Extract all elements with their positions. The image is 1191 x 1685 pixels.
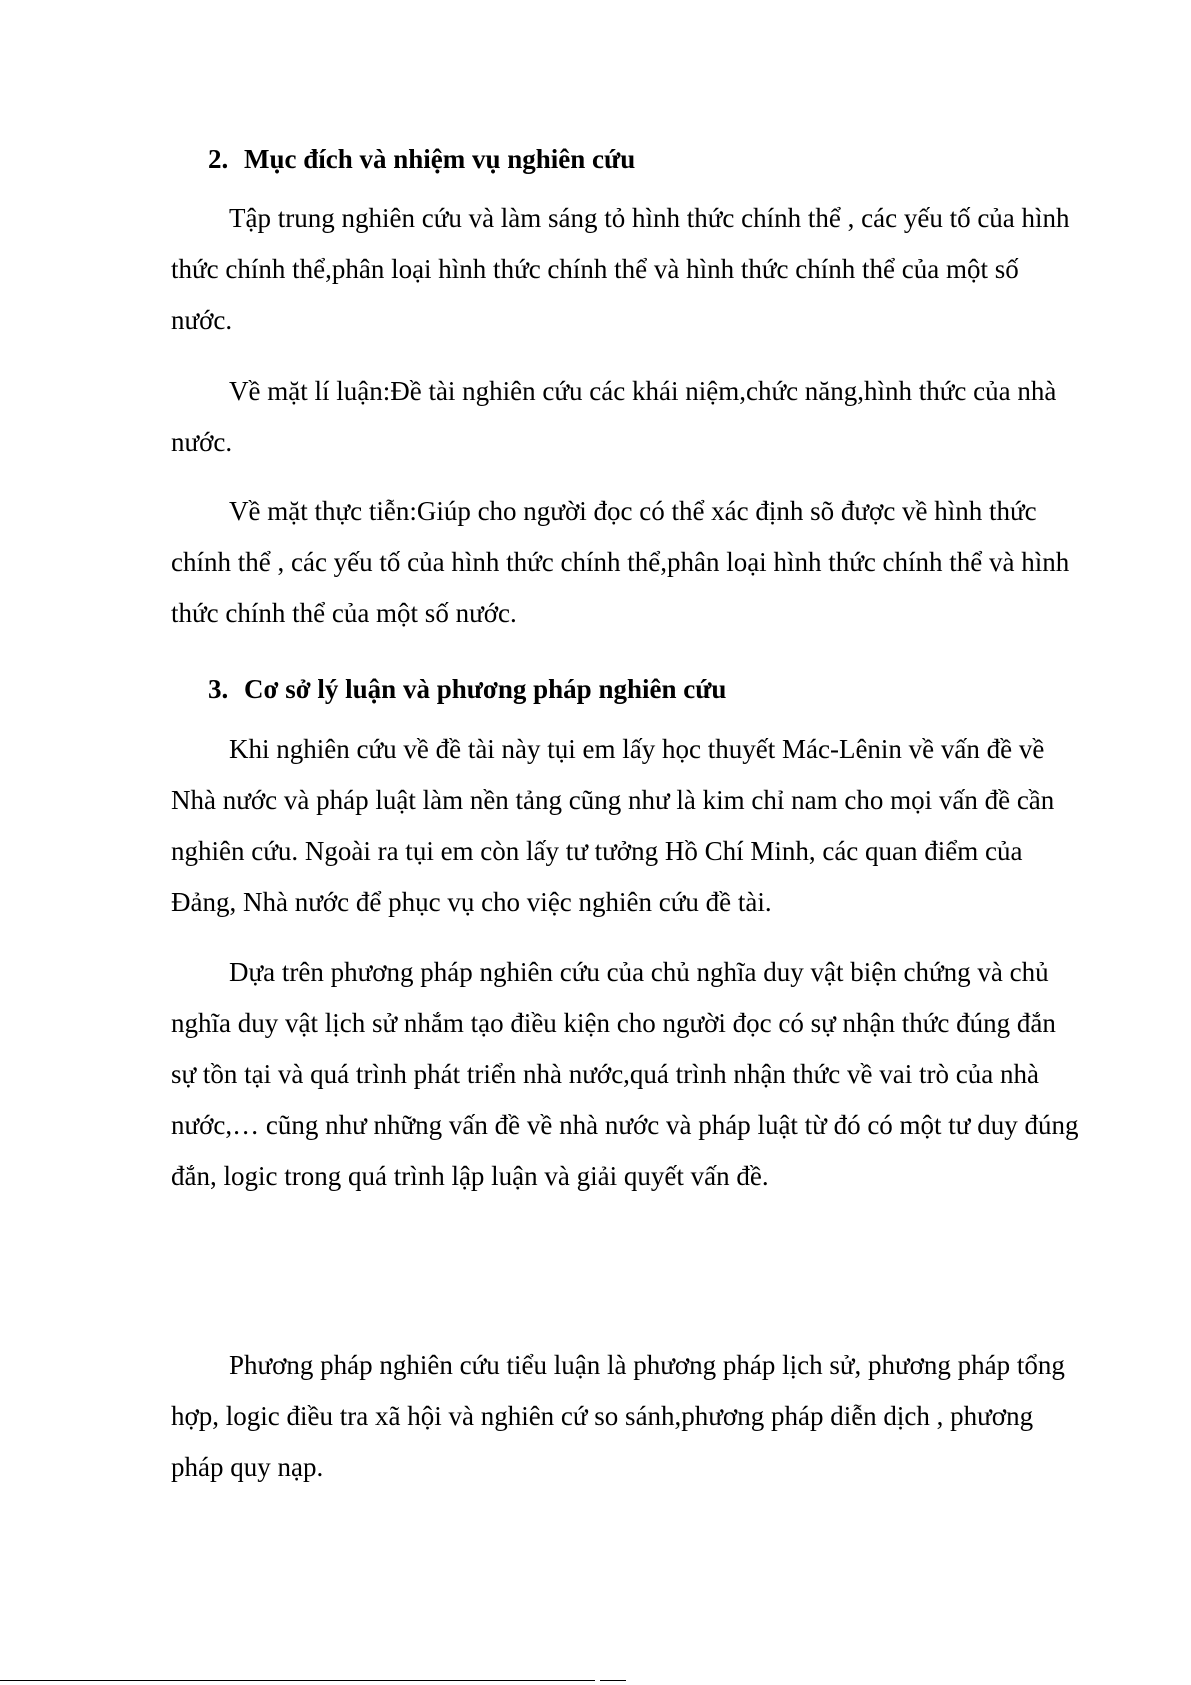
section-3-title: Cơ sở lý luận và phương pháp nghiên cứu bbox=[244, 674, 727, 704]
section-3-paragraph-2: Dựa trên phương pháp nghiên cứu của chủ nghĩa duy vật biện chứng và chủ nghĩa duy vật lịch sử nhắm tạo điều kiện cho người đọc có sự nhận thức đúng đắn sự tồn tại và quá trình phát triển nhà nước,quá trình nhận thức về vai trò của nhà nước,… cũng như những vấn đề về nhà nước và pháp luật từ đó có một tư duy đúng đắn, logic trong quá trình lập luận và giải quyết vấn đề. bbox=[171, 957, 1079, 1191]
section-2-paragraph-2: Về mặt lí luận:Đề tài nghiên cứu các khái niệm,chức năng,hình thức của nhà nước. bbox=[171, 376, 1057, 457]
section-2-heading bbox=[208, 143, 635, 175]
section-3-paragraph-1: Khi nghiên cứu về đề tài này tụi em lấy học thuyết Mác-Lênin về vấn đề về Nhà nước và pháp luật làm nền tảng cũng như là kim chỉ nam cho mọi vấn đề cần nghiên cứu. Ngoài ra tụi em còn lấy tư tưởng Hồ Chí Minh, các quan điểm của Đảng, Nhà nước để phục vụ cho việc nghiên cứu đề tài. bbox=[171, 734, 1055, 917]
footer-rule bbox=[0, 1680, 595, 1681]
section-2-paragraph-3: Về mặt thực tiễn:Giúp cho người đọc có thể xác định sõ được về hình thức chính thể , các yếu tố của hình thức chính thể,phân loại hình thức chính thể và hình thức chính thể của một số nước. bbox=[171, 496, 1070, 628]
footer-rule-segment bbox=[600, 1680, 626, 1681]
section-3-number: 3. bbox=[208, 674, 229, 704]
section-2-paragraph-1: Tập trung nghiên cứu và làm sáng tỏ hình thức chính thể , các yếu tố của hình thức chính thể,phân loại hình thức chính thể và hình thức chính thể của một số nước. bbox=[171, 203, 1070, 335]
section-2-number: 2. bbox=[208, 144, 229, 174]
section-2-title: Mục đích và nhiệm vụ nghiên cứu bbox=[244, 144, 636, 174]
section-3-paragraph-3: Phương pháp nghiên cứu tiểu luận là phương pháp lịch sử, phương pháp tổng hợp, logic điều tra xã hội và nghiên cứ so sánh,phương pháp diễn dịch , phương pháp quy nạp. bbox=[171, 1350, 1065, 1482]
section-3-heading bbox=[208, 673, 726, 705]
